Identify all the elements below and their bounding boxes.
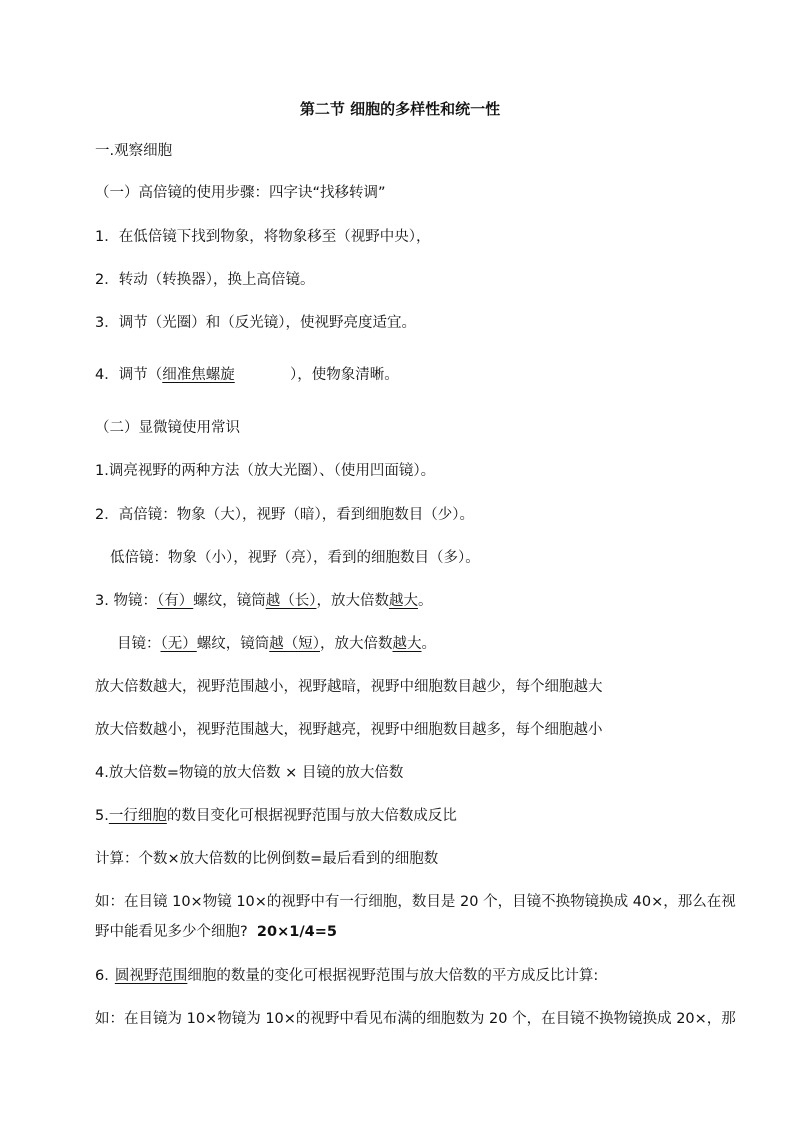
tip-3-answer-3: 越大	[388, 593, 418, 609]
step-4	[95, 365, 399, 385]
example-1-line-1: 如：在目镜 10×物镜 10×的视野中有一行细胞，数目是 20 个，目镜不换物镜换成 40×，那么在视	[95, 894, 736, 910]
tip-6-term: 圆视野范围	[114, 968, 188, 984]
tip-5-number: 5.	[95, 808, 109, 824]
tip-3b-text-2: 螺纹，镜筒	[196, 636, 270, 652]
tip-6-number: 6.	[95, 968, 109, 984]
rule-lower-magnification: 放大倍数越小，视野范围越大，视野越亮，视野中细胞数目越多，每个细胞越小	[95, 722, 603, 738]
tip-1: 1.调亮视野的两种方法（放大光圈）、（使用凹面镜）。	[95, 463, 436, 479]
tip-3-text-1: 3. 物镜：	[95, 593, 157, 609]
step-4-before: 4．调节（	[95, 367, 163, 383]
subsection-heading-microscope-tips: （二）显微镜使用常识	[95, 420, 240, 436]
tip-3b-text-1: 目镜：	[117, 636, 161, 652]
tip-3-eyepiece	[117, 634, 436, 654]
tip-3b-text-4: 。	[421, 636, 436, 652]
page-title: 第二节 细胞的多样性和统一性	[299, 100, 501, 118]
tip-4: 4.放大倍数=物镜的放大倍数 × 目镜的放大倍数	[95, 765, 404, 781]
example-1-answer: 20×1/4=5	[256, 924, 337, 940]
step-1: 1．在低倍镜下找到物象，将物象移至（视野中央），	[95, 229, 431, 245]
example-2-line-1: 如：在目镜为 10×物镜为 10×的视野中看见布满的细胞数为 20 个，在目镜不换物镜换成 20×，那	[95, 1011, 736, 1027]
tip-5-term: 一行细胞	[108, 808, 167, 824]
tip-3b-text-3: ，放大倍数	[320, 636, 393, 652]
tip-3b-answer-3: 越大	[392, 636, 422, 652]
tip-6	[95, 966, 598, 986]
tip-3-text-3: ，放大倍数	[316, 593, 389, 609]
tip-5-text: 的数目变化可根据视野范围与放大倍数成反比	[166, 808, 457, 824]
tip-2-high-power: 2．高倍镜：物象（大），视野（暗），看到细胞数目（少）。	[95, 507, 474, 523]
step-2: 2．转动（转换器），换上高倍镜。	[95, 272, 315, 288]
tip-6-text: 细胞的数量的变化可根据视野范围与放大倍数的平方成反比计算:	[187, 968, 599, 984]
tip-3-text-2: 螺纹，镜筒	[193, 593, 266, 609]
tip-3-text-4: 。	[417, 593, 433, 609]
step-4-answer: 细准焦螺旋	[162, 367, 235, 383]
tip-3-answer-2: 越（长）	[265, 593, 317, 609]
step-4-blank	[235, 367, 290, 383]
example-1-line-2	[95, 922, 337, 942]
example-1-question: 野中能看见多少个细胞?	[95, 924, 248, 940]
tip-3b-answer-1: （无）	[160, 636, 197, 652]
tip-5	[95, 806, 457, 826]
tip-2-low-power: 低倍镜：物象（小），视野（亮），看到的细胞数目（多）。	[110, 550, 480, 566]
step-3: 3．调节（光圈）和（反光镜），使视野亮度适宜。	[95, 315, 416, 331]
rule-higher-magnification: 放大倍数越大，视野范围越小，视野越暗，视野中细胞数目越少，每个细胞越大	[95, 679, 603, 695]
subsection-heading-high-power-steps: （一）高倍镜的使用步骤：四字诀“找移转调”	[95, 185, 386, 201]
tip-3-objective	[95, 591, 432, 611]
tip-3-answer-1: （有）	[156, 593, 194, 609]
tip-3b-answer-2: 越（短）	[269, 636, 320, 652]
step-4-after: ），使物象清晰。	[290, 367, 399, 383]
section-heading-observe-cells: 一.观察细胞	[95, 143, 173, 159]
calculation-rule: 计算：个数×放大倍数的比例倒数=最后看到的细胞数	[95, 851, 439, 867]
